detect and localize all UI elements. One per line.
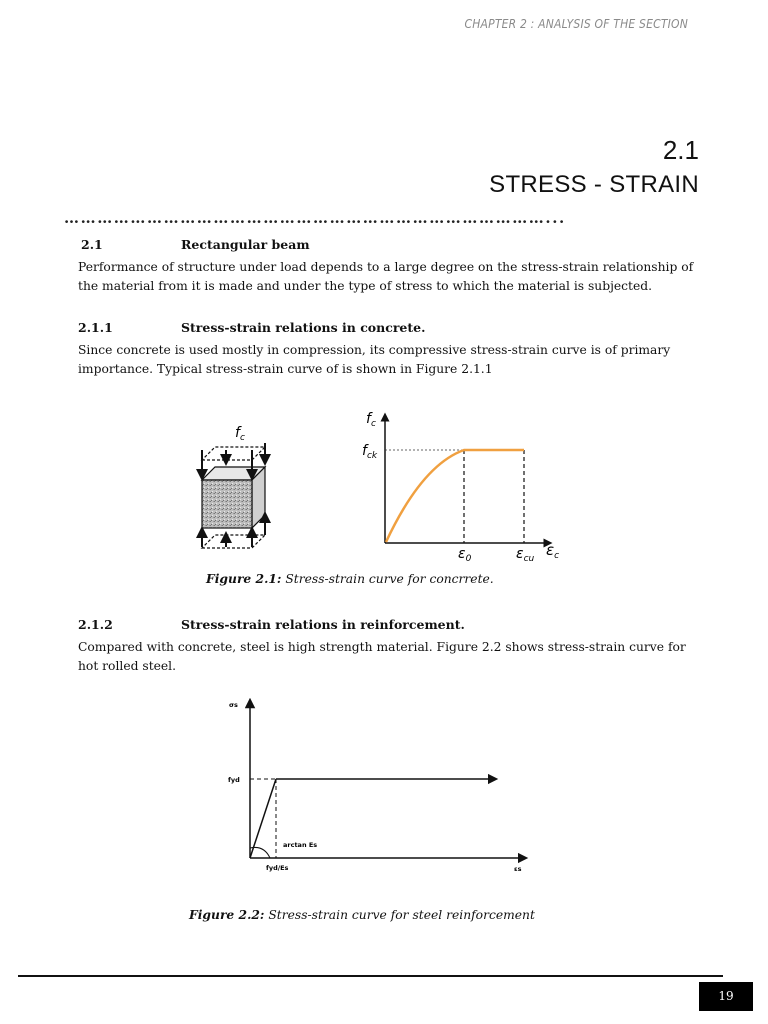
fck-label: $f_{ck}$	[362, 443, 378, 461]
footer-rule	[18, 975, 723, 977]
dotted-separator: ……………………………………………………………………………...	[64, 211, 566, 225]
caption-label: Figure 2.2:	[189, 907, 265, 922]
y-axis-label: σs	[229, 701, 238, 709]
section-title: Stress-strain relations in concrete.	[181, 320, 426, 335]
section-title: Rectangular beam	[181, 237, 310, 252]
figure-2-2-caption	[189, 907, 535, 922]
elastic-branch	[250, 779, 276, 858]
concrete-curve	[386, 450, 524, 542]
running-header: CHAPTER 2 : ANALYSIS OF THE SECTION	[464, 17, 688, 31]
eps0-label: $\varepsilon_0$	[458, 546, 472, 564]
figure-2-1-caption	[206, 571, 494, 586]
y-axis-label: $f_c$	[366, 411, 376, 429]
caption-text: Stress-strain curve for concrrete.	[281, 572, 494, 586]
section-2-1-1-body: Since concrete is used mostly in compression, its compressive stress-strain curve is of primary importance. Typical stress-strain curve of is shown in Figure 2.1.1	[78, 343, 671, 376]
arctan-label: arctan Es	[283, 841, 318, 849]
figure-2-2	[220, 695, 530, 880]
section-heading-2-1	[81, 237, 681, 255]
section-heading-2-1-2	[78, 617, 698, 635]
section-2-1-2-body: Compared with concrete, steel is high strength material. Figure 2.2 shows stress-strain curve for hot rolled steel.	[78, 640, 686, 673]
section-2-1-body: Performance of structure under load depends to a large degree on the stress-strain relationship of the material from it is made and under the type of stress to which the material is subjected.	[78, 260, 694, 293]
yield-strain-label: fyd/Es	[266, 864, 289, 872]
caption-text: Stress-strain curve for steel reinforcement	[264, 908, 535, 922]
fyd-label: fyd	[228, 776, 240, 784]
section-number: 2.1	[81, 237, 103, 252]
cube-load-label: $f_c$	[235, 425, 245, 443]
page-number: 19	[699, 982, 753, 1011]
section-number: 2.1.2	[78, 617, 113, 632]
section-heading-2-1-1	[78, 320, 678, 338]
chapter-number: 2.1	[662, 135, 699, 165]
x-axis-label: εs	[514, 865, 522, 873]
figure-2-1	[190, 405, 570, 570]
concrete-stress-strain-graph	[362, 411, 559, 564]
x-axis-label: $\varepsilon_c$	[546, 541, 560, 561]
caption-label: Figure 2.1:	[206, 571, 282, 586]
section-title: Stress-strain relations in reinforcement.	[181, 617, 465, 632]
epscu-label: $\varepsilon_{cu}$	[516, 546, 535, 564]
chapter-title: STRESS - STRAIN	[489, 171, 699, 198]
concrete-cube-diagram	[202, 425, 265, 548]
section-number: 2.1.1	[78, 320, 113, 335]
